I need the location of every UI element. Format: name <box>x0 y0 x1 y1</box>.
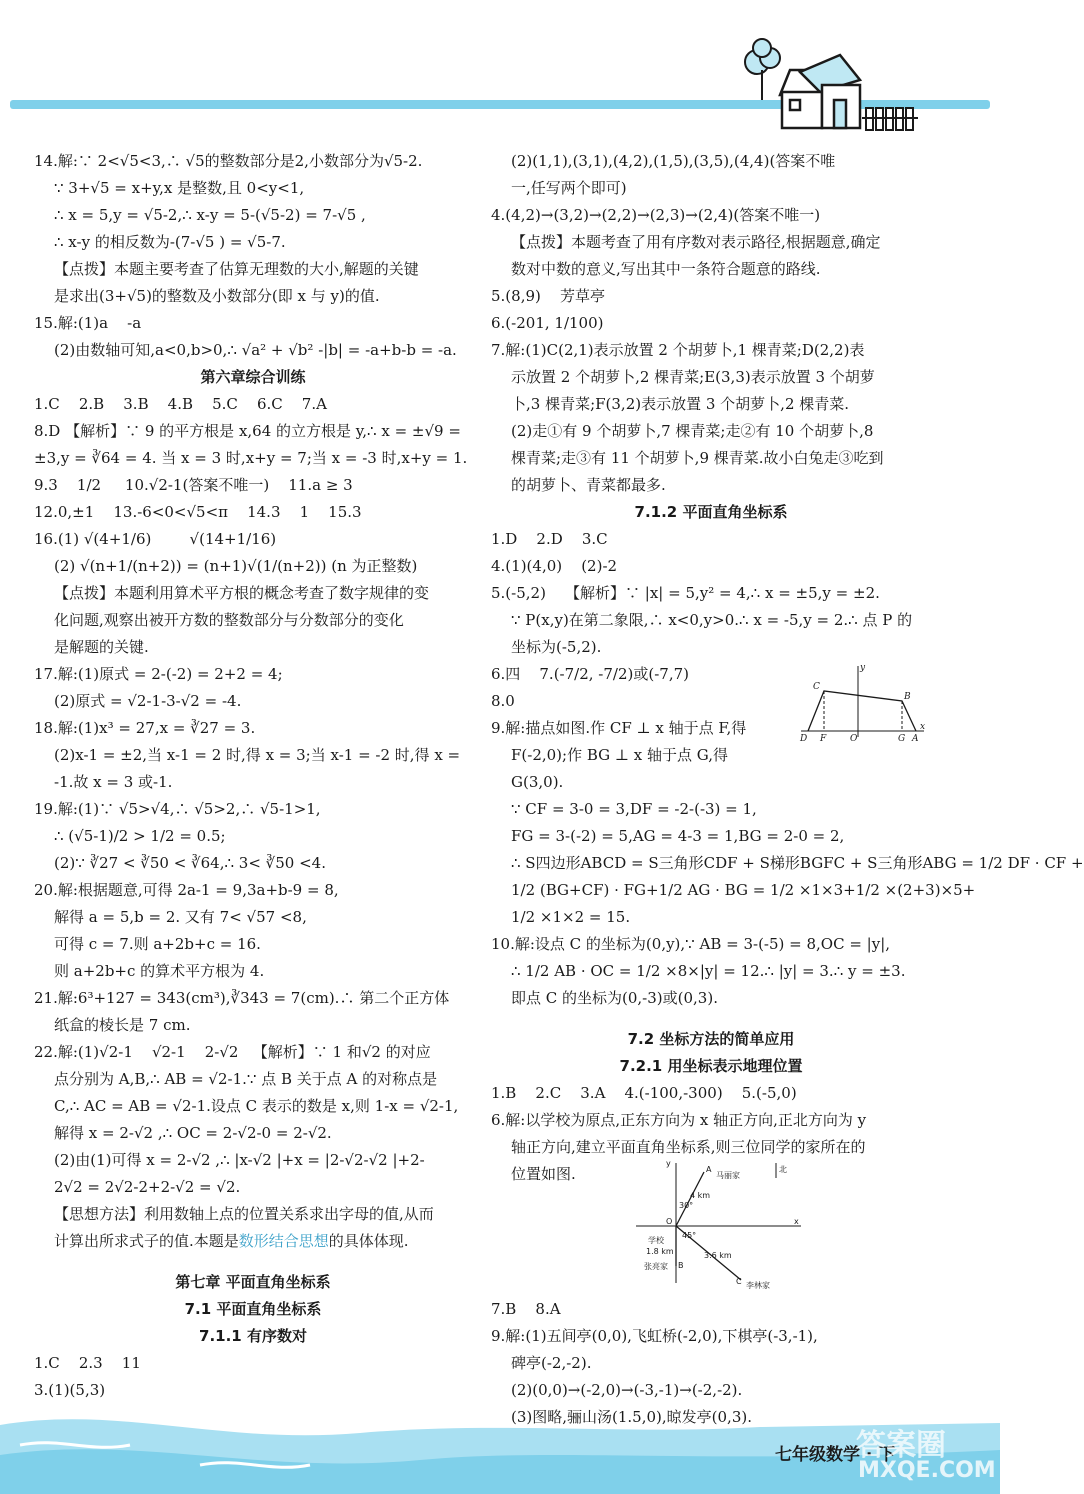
fig1-label: F <box>820 734 827 744</box>
answer-line: 是解题的关键. <box>54 638 149 656</box>
answer-line: 10.解:设点 C 的坐标为(0,y),∵ AB = 3-(-5) = 8,OC = |y|, <box>491 935 891 953</box>
fig1-label: B <box>904 692 911 702</box>
answer-line: 则 a+2b+c 的算术平方根为 4. <box>54 962 265 980</box>
answer-line: 点分别为 A,B,∴ AB = √2-1.∵ 点 B 关于点 A 的对称点是 <box>54 1070 438 1088</box>
answer-line: 数对中数的意义,写出其中一条符合题意的路线. <box>511 260 821 278</box>
section-heading: 7.2 坐标方法的简单应用 <box>627 1030 795 1048</box>
map-label: 4 km <box>690 1191 711 1200</box>
answer-line: 【点拨】本题考查了用有序数对表示路径,根据题意,确定 <box>511 233 881 251</box>
answer-line: 8.D 【解析】∵ 9 的平方根是 x,64 的立方根是 y,∴ x = ±√9 = <box>34 422 461 440</box>
answer-line: ∴ (√5-1)/2 > 1/2 = 0.5; <box>54 827 226 845</box>
spacer <box>491 1012 931 1026</box>
answer-line: (2)∵ ∛27 < ∛50 < ∛64,∴ 3< ∛50 <4. <box>54 854 326 872</box>
map-label: A <box>706 1165 712 1174</box>
answer-line: 16.(1) √(4+1/6) √(14+1/16) <box>34 530 277 548</box>
fig1-label: D <box>800 734 808 744</box>
highlight-text: 数形结合思想 <box>238 1232 329 1250</box>
map-label: O <box>666 1217 673 1226</box>
answer-line: 2√2 = 2√2-2+2-√2 = √2. <box>54 1178 241 1196</box>
fence-icon <box>862 108 918 130</box>
answer-line: 1.D 2.D 3.C <box>491 530 608 548</box>
answer-line: 7.解:(1)C(2,1)表示放置 2 个胡萝卜,1 棵青菜;D(2,2)表 <box>491 341 865 359</box>
answer-line: (2)(0,0)→(-2,0)→(-3,-1)→(-2,-2). <box>511 1381 743 1399</box>
answer-line: (2) √(n+1/(n+2)) = (n+1)√(1/(n+2)) (n 为正整数) <box>54 557 418 575</box>
answer-line: 3.(1)(5,3) <box>34 1381 106 1399</box>
watermark-url: MXQE.COM <box>858 1458 996 1483</box>
header-decoration <box>0 0 1000 160</box>
answer-line: (2)走①有 9 个胡萝卜,7 棵青菜;走②有 10 个胡萝卜,8 <box>511 422 874 440</box>
text-span: 的具体体现. <box>328 1232 409 1250</box>
answer-line: 5.(8,9) 芳草亭 <box>491 287 605 305</box>
answer-line: F(-2,0);作 BG ⊥ x 轴于点 G,得 <box>511 746 728 764</box>
map-label: C <box>736 1277 742 1286</box>
section-heading: 7.1 平面直角坐标系 <box>184 1300 322 1318</box>
house-icon <box>780 55 860 128</box>
fig1-label: C <box>813 682 820 692</box>
map-label: 45° <box>682 1231 697 1240</box>
answer-line: 4.(4,2)→(3,2)→(2,2)→(2,3)→(2,4)(答案不唯一) <box>491 206 821 224</box>
fig1-label: y <box>860 663 866 673</box>
map-label: 马丽家 <box>716 1171 740 1180</box>
text-span: 计算出所求式子的值.本题是 <box>54 1232 239 1250</box>
answer-line: 15.解:(1)a -a <box>34 314 142 332</box>
answer-line <box>34 1228 472 1255</box>
answer-line: 1.C 2.3 11 <box>34 1354 141 1372</box>
answer-line: 4.(1)(4,0) (2)-2 <box>491 557 618 575</box>
answer-line: 位置如图. <box>511 1165 576 1183</box>
answer-line: 6.四 7.(-7/2, -7/2)或(-7,7) <box>491 665 689 683</box>
answer-line: ∵ CF = 3-0 = 3,DF = -2-(-3) = 1, <box>511 800 757 818</box>
answer-line: 21.解:6³+127 = 343(cm³),∛343 = 7(cm).∴ 第二个正方体 <box>34 989 450 1007</box>
answer-line: 解得 a = 5,b = 2. 又有 7< √57 <8, <box>54 908 307 926</box>
section-heading: 7.2.1 用坐标表示地理位置 <box>619 1057 803 1075</box>
answer-line: ±3,y = ∛64 = 4. 当 x = 3 时,x+y = 7;当 x = -3 时,x+y = 1. <box>34 449 468 467</box>
spacer <box>34 1255 472 1269</box>
answer-line: (2)x-1 = ±2,当 x-1 = 2 时,得 x = 3;当 x-1 = -2 时,得 x = <box>54 746 461 764</box>
figure-map <box>626 1158 806 1293</box>
answer-line: 22.解:(1)√2-1 √2-1 2-√2 【解析】∵ 1 和√2 的对应 <box>34 1043 431 1061</box>
footer-title: 七年级数学 · 下 <box>775 1445 896 1465</box>
answer-line: 9.解:描点如图.作 CF ⊥ x 轴于点 F,得 <box>491 719 747 737</box>
answer-line: 化问题,观察出被开方数的整数部分与分数部分的变化 <box>54 611 404 629</box>
map-label: 张亮家 <box>644 1262 668 1271</box>
section-heading: 7.1.1 有序数对 <box>199 1327 307 1345</box>
answer-line: 6.(-201, 1/100) <box>491 314 604 332</box>
answer-line: ∵ 3+√5 = x+y,x 是整数,且 0<y<1, <box>54 179 305 197</box>
fig1-label: G <box>898 734 906 744</box>
answer-line: 一,任写两个即可) <box>511 179 627 197</box>
answer-line: 1/2 ×1×2 = 15. <box>511 908 631 926</box>
answer-line: 是求出(3+√5)的整数及小数部分(即 x 与 y)的值. <box>54 287 380 305</box>
answer-line: 可得 c = 7.则 a+2b+c = 16. <box>54 935 261 953</box>
fig1-label: O <box>850 734 858 744</box>
answer-line: 1/2 (BG+CF) · FG+1/2 AG · BG = 1/2 ×1×3+1/2 ×(2+3)×5+ <box>511 881 976 899</box>
answer-line: 轴正方向,建立平面直角坐标系,则三位同学的家所在的 <box>511 1138 866 1156</box>
answer-line: 19.解:(1)∵ √5>√4,∴ √5>2,∴ √5-1>1, <box>34 800 321 818</box>
answer-line: (2)(1,1),(3,1),(4,2),(1,5),(3,5),(4,4)(答案不唯 <box>511 152 836 170</box>
answer-line: 坐标为(-5,2). <box>511 638 602 656</box>
answer-line: ∴ S四边形ABCD = S三角形CDF + S梯形BGFC + S三角形ABG = 1/2 DF · CF + <box>511 854 1084 872</box>
answer-line: (2)原式 = √2-1-3-√2 = -4. <box>54 692 242 710</box>
answer-line: 解得 x = 2-√2 ,∴ OC = 2-√2-0 = 2-√2. <box>54 1124 332 1142</box>
watermark-logo: 答案圈 <box>856 1428 946 1463</box>
answer-line: 【点拨】本题主要考查了估算无理数的大小,解题的关键 <box>54 260 419 278</box>
tree-icon <box>745 39 780 100</box>
map-label: 30° <box>679 1201 694 1210</box>
map-label: y <box>666 1159 671 1168</box>
answer-line: 14.解:∵ 2<√5<3,∴ √5的整数部分是2,小数部分为√5-2. <box>34 152 423 170</box>
answer-line: 18.解:(1)x³ = 27,x = ∛27 = 3. <box>34 719 256 737</box>
map-label: 李林家 <box>746 1281 770 1290</box>
section-heading: 第七章 平面直角坐标系 <box>175 1273 331 1291</box>
map-label: 学校 <box>648 1236 664 1245</box>
map-label: B <box>678 1261 684 1270</box>
section-heading: 第六章综合训练 <box>200 368 306 386</box>
answer-line: (3)图略,骊山汤(1.5,0),晾发亭(0,3). <box>511 1408 752 1426</box>
answer-line: ∴ x-y 的相反数为-(7-√5 ) = √5-7. <box>54 233 286 251</box>
answer-line: ∴ x = 5,y = √5-2,∴ x-y = 5-(√5-2) = 7-√5 , <box>54 206 366 224</box>
answer-line: 9.解:(1)五间亭(0,0),飞虹桥(-2,0),下棋亭(-3,-1), <box>491 1327 818 1345</box>
fig1-label: x <box>920 722 926 732</box>
answer-line: ∴ 1/2 AB · OC = 1/2 ×8×|y| = 12.∴ |y| = 3.∴ y = ±3. <box>511 962 906 980</box>
answer-line: 【点拨】本题利用算术平方根的概念考查了数字规律的变 <box>54 584 430 602</box>
fig1-label: A <box>912 734 919 744</box>
answer-line: 示放置 2 个胡萝卜,2 棵青菜;E(3,3)表示放置 3 个胡萝 <box>511 368 875 386</box>
left-column <box>34 148 472 1404</box>
figure-quadrilateral <box>796 661 926 744</box>
answer-line: C,∴ AC = AB = √2-1.设点 C 表示的数是 x,则 1-x = √2-1, <box>54 1097 459 1115</box>
answer-line: 即点 C 的坐标为(0,-3)或(0,3). <box>511 989 718 1007</box>
answer-line: (2)由数轴可知,a<0,b>0,∴ √a² + √b² -|b| = -a+b-b = -a. <box>54 341 457 359</box>
answer-line: 17.解:(1)原式 = 2-(-2) = 2+2 = 4; <box>34 665 283 683</box>
answer-line: FG = 3-(-2) = 5,AG = 4-3 = 1,BG = 2-0 = 2, <box>511 827 845 845</box>
map-label: 1.8 km <box>646 1247 674 1256</box>
answer-line: 1.B 2.C 3.A 4.(-100,-300) 5.(-5,0) <box>491 1084 797 1102</box>
answer-line: 12.0,±1 13.-6<0<√5<π 14.3 1 15.3 <box>34 503 362 521</box>
text-span: 【思想方法】利用数轴上点的位置关系求出字母的值,从而 <box>54 1205 434 1223</box>
answer-line: 9.3 1/2 10.√2-1(答案不唯一) 11.a ≥ 3 <box>34 476 353 494</box>
answer-line: 8.0 <box>491 692 515 710</box>
answer-line: 的胡萝卜、青菜都最多. <box>511 476 666 494</box>
section-heading: 7.1.2 平面直角坐标系 <box>634 503 788 521</box>
answer-line <box>34 1201 472 1228</box>
right-column <box>491 148 1084 1426</box>
answer-line: 卜,3 棵青菜;F(3,2)表示放置 3 个胡萝卜,2 棵青菜. <box>511 395 850 413</box>
answer-line: 6.解:以学校为原点,正东方向为 x 轴正方向,正北方向为 y <box>491 1111 867 1129</box>
answer-line: 5.(-5,2) 【解析】∵ |x| = 5,y² = 4,∴ x = ±5,y = ±2. <box>491 584 880 602</box>
answer-line: 纸盒的棱长是 7 cm. <box>54 1016 191 1034</box>
answer-line: -1.故 x = 3 或-1. <box>54 773 173 791</box>
map-label: x <box>794 1217 799 1226</box>
answer-line: ∵ P(x,y)在第二象限,∴ x<0,y>0.∴ x = -5,y = 2.∴ 点 P 的 <box>511 611 913 629</box>
map-label: 北 <box>779 1165 787 1174</box>
map-label: 3.6 km <box>704 1251 732 1260</box>
answer-line: G(3,0). <box>511 773 564 791</box>
answer-line: 碑亭(-2,-2). <box>511 1354 592 1372</box>
answer-line: 棵青菜;走③有 11 个胡萝卜,9 棵青菜.故小白兔走③吃到 <box>511 449 884 467</box>
answer-line: 20.解:根据题意,可得 2a-1 = 9,3a+b-9 = 8, <box>34 881 339 899</box>
answer-line: 7.B 8.A <box>491 1300 561 1318</box>
answer-line: 1.C 2.B 3.B 4.B 5.C 6.C 7.A <box>34 395 327 413</box>
answer-line: (2)由(1)可得 x = 2-√2 ,∴ |x-√2 |+x = |2-√2-√2 |+2- <box>54 1151 425 1169</box>
